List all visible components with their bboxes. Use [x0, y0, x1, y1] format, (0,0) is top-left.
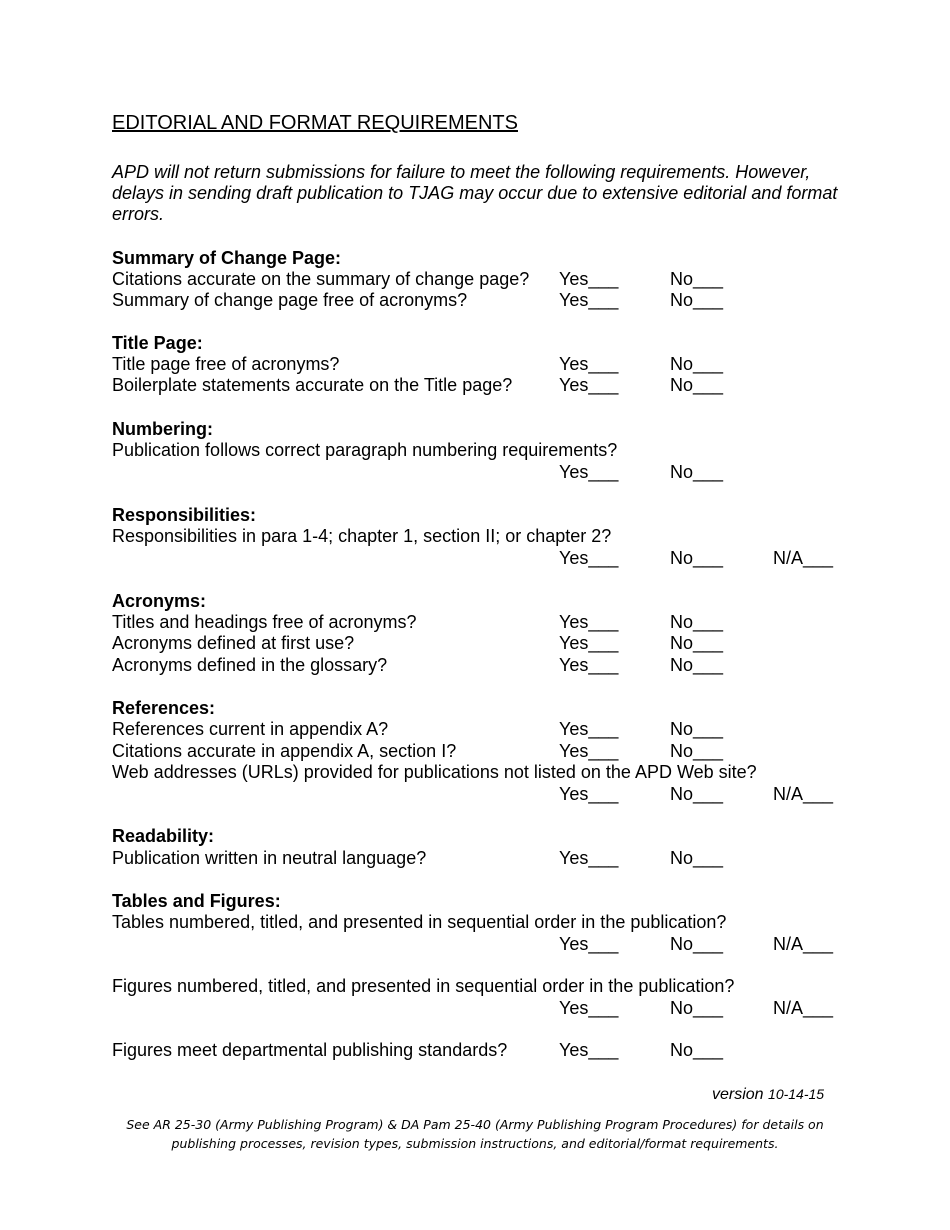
section-heading-title-page: Title Page:: [112, 333, 203, 353]
yes-blank[interactable]: Yes___: [559, 269, 619, 289]
question-figures-standards: Figures meet departmental publishing standards?: [112, 1040, 508, 1060]
footer-note-line-2: publishing processes, revision types, submission instructions, and editorial/format requirements.: [171, 1136, 779, 1151]
version-label: version: [712, 1086, 764, 1103]
question-references-current: References current in appendix A?: [112, 719, 389, 739]
yes-blank[interactable]: Yes___: [559, 848, 619, 868]
no-blank[interactable]: No___: [670, 290, 724, 310]
question-summary-acronyms: Summary of change page free of acronyms?: [112, 290, 468, 310]
question-tables-order: Tables numbered, titled, and presented in sequential order in the publication?: [112, 912, 727, 932]
section-heading-summary: Summary of Change Page:: [112, 248, 342, 268]
no-blank[interactable]: No___: [670, 612, 724, 632]
section-heading-readability: Readability:: [112, 826, 215, 846]
yes-blank[interactable]: Yes___: [559, 741, 619, 761]
section-heading-numbering: Numbering:: [112, 419, 213, 439]
yes-blank[interactable]: Yes___: [559, 375, 619, 395]
no-blank[interactable]: No___: [670, 655, 724, 675]
version-date: 10-14-15: [768, 1086, 825, 1102]
yes-blank[interactable]: Yes___: [559, 633, 619, 653]
yes-blank[interactable]: Yes___: [559, 462, 619, 482]
na-blank[interactable]: N/A___: [773, 934, 834, 954]
no-blank[interactable]: No___: [670, 741, 724, 761]
no-blank[interactable]: No___: [670, 719, 724, 739]
no-blank[interactable]: No___: [670, 269, 724, 289]
no-blank[interactable]: No___: [670, 375, 724, 395]
no-blank[interactable]: No___: [670, 548, 724, 568]
question-figures-order: Figures numbered, titled, and presented in sequential order in the publication?: [112, 976, 735, 996]
no-blank[interactable]: No___: [670, 354, 724, 374]
question-references-citations: Citations accurate in appendix A, section I?: [112, 741, 457, 761]
section-heading-references: References:: [112, 698, 216, 718]
question-acronyms-first-use: Acronyms defined at first use?: [112, 633, 355, 653]
yes-blank[interactable]: Yes___: [559, 548, 619, 568]
question-readability: Publication written in neutral language?: [112, 848, 427, 868]
yes-blank[interactable]: Yes___: [559, 612, 619, 632]
no-blank[interactable]: No___: [670, 998, 724, 1018]
na-blank[interactable]: N/A___: [773, 784, 834, 804]
no-blank[interactable]: No___: [670, 462, 724, 482]
question-summary-citations: Citations accurate on the summary of change page?: [112, 269, 530, 289]
no-blank[interactable]: No___: [670, 1040, 724, 1060]
question-acronyms-headings: Titles and headings free of acronyms?: [112, 612, 417, 632]
question-title-acronyms: Title page free of acronyms?: [112, 354, 340, 374]
section-heading-acronyms: Acronyms:: [112, 591, 207, 611]
no-blank[interactable]: No___: [670, 848, 724, 868]
yes-blank[interactable]: Yes___: [559, 784, 619, 804]
yes-blank[interactable]: Yes___: [559, 719, 619, 739]
question-acronyms-glossary: Acronyms defined in the glossary?: [112, 655, 388, 675]
question-references-urls: Web addresses (URLs) provided for publications not listed on the APD Web site?: [112, 762, 757, 782]
yes-blank[interactable]: Yes___: [559, 354, 619, 374]
yes-blank[interactable]: Yes___: [559, 934, 619, 954]
footer-note-line-1: See AR 25-30 (Army Publishing Program) & DA Pam 25-40 (Army Publishing Program Procedures) for details on: [126, 1117, 824, 1132]
na-blank[interactable]: N/A___: [773, 998, 834, 1018]
no-blank[interactable]: No___: [670, 633, 724, 653]
intro-note: APD will not return submissions for failure to meet the following requirements. However, delays in sending draft publication to TJAG may occur due to extensive editorial and format errors.: [112, 162, 838, 224]
na-blank[interactable]: N/A___: [773, 548, 834, 568]
no-blank[interactable]: No___: [670, 784, 724, 804]
version-stamp: [712, 1084, 824, 1105]
question-responsibilities: Responsibilities in para 1-4; chapter 1, section II; or chapter 2?: [112, 526, 612, 546]
page-title: EDITORIAL AND FORMAT REQUIREMENTS: [112, 112, 518, 134]
question-numbering: Publication follows correct paragraph numbering requirements?: [112, 440, 618, 460]
yes-blank[interactable]: Yes___: [559, 1040, 619, 1060]
no-blank[interactable]: No___: [670, 934, 724, 954]
yes-blank[interactable]: Yes___: [559, 655, 619, 675]
section-heading-responsibilities: Responsibilities:: [112, 505, 257, 525]
yes-blank[interactable]: Yes___: [559, 998, 619, 1018]
question-title-boilerplate: Boilerplate statements accurate on the Title page?: [112, 375, 513, 395]
yes-blank[interactable]: Yes___: [559, 290, 619, 310]
section-heading-tables-figures: Tables and Figures:: [112, 891, 281, 911]
